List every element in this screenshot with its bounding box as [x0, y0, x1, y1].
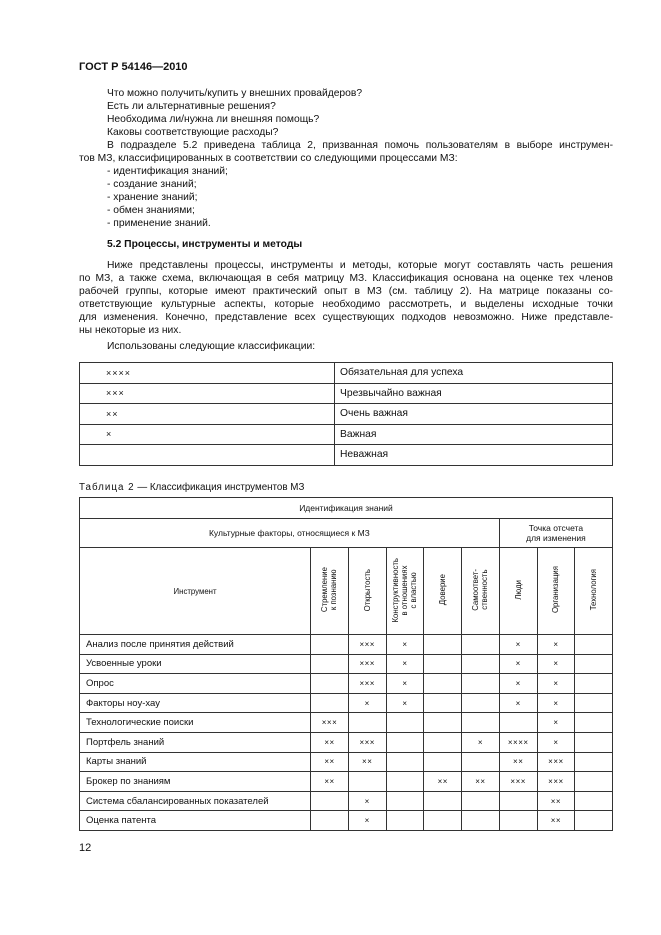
rating-cell: ×: [348, 693, 386, 713]
column-header-label: [363, 569, 372, 611]
rating-cell: [499, 811, 537, 831]
column-header: [424, 548, 462, 635]
group-header-change-point: [499, 519, 612, 548]
paragraph-line: ответствующие культурные аспекты, которые необходимо рассмотреть, и выделены исходные точки: [79, 299, 613, 310]
rating-cell: ×: [499, 674, 537, 694]
rating-cell: ××: [424, 772, 462, 792]
tool-name: Система сбалансированных показателей: [80, 791, 311, 811]
classification-label: Чрезвычайно важная: [335, 383, 613, 404]
list-item: - хранение знаний;: [107, 192, 198, 203]
tools-classification-table: [79, 497, 613, 831]
list-item: - идентификация знаний;: [107, 166, 228, 177]
table-header-row: [80, 498, 613, 519]
table-row: [80, 674, 613, 694]
column-header-label: [589, 569, 598, 610]
rating-cell: ×: [537, 674, 575, 694]
column-header-line: к познанию: [329, 569, 339, 611]
question-line: Есть ли альтернативные решения?: [107, 101, 276, 112]
question-line: Каковы соответствующие расходы?: [107, 127, 279, 138]
column-header-label: [320, 567, 338, 612]
group-header-line: Точка отсчета: [528, 523, 584, 533]
column-header: [311, 548, 349, 635]
rating-cell: [386, 752, 424, 772]
classification-symbol: ××: [80, 404, 335, 425]
rating-cell: ×: [537, 635, 575, 655]
classification-symbol: ×××: [80, 383, 335, 404]
rating-cell: ××: [499, 752, 537, 772]
rating-cell: ×××: [499, 772, 537, 792]
table-row: [80, 752, 613, 772]
tool-name: Опрос: [80, 674, 311, 694]
rating-cell: [424, 674, 462, 694]
classification-label: Неважная: [335, 445, 613, 466]
column-header: [462, 548, 500, 635]
table-row: [80, 404, 613, 425]
rating-cell: ×××: [537, 772, 575, 792]
tool-name: Анализ после принятия действий: [80, 635, 311, 655]
rating-cell: [311, 811, 349, 831]
rating-cell: [424, 811, 462, 831]
tool-name: Усвоенные уроки: [80, 654, 311, 674]
tool-name: Портфель знаний: [80, 732, 311, 752]
paragraph-line: тов МЗ, классифицированных в соответствии со следующими процессами МЗ:: [79, 153, 458, 164]
table-caption-prefix: Таблица 2: [79, 482, 135, 493]
rating-cell: [311, 693, 349, 713]
rating-cell: ×: [499, 654, 537, 674]
rating-cell: [575, 635, 613, 655]
rating-cell: [575, 713, 613, 733]
rating-cell: [462, 811, 500, 831]
paragraph-line: Ниже представлены процессы, инструменты и методы, которые могут составлять часть решения: [107, 260, 613, 271]
list-item: - применение знаний.: [107, 218, 211, 229]
table-row: [80, 383, 613, 404]
tool-name: Оценка патента: [80, 811, 311, 831]
rating-cell: [424, 654, 462, 674]
rating-cell: [575, 732, 613, 752]
rating-cell: ×: [386, 674, 424, 694]
rating-cell: [499, 713, 537, 733]
classification-label: Очень важная: [335, 404, 613, 425]
rating-cell: ××: [462, 772, 500, 792]
column-header-label: [514, 580, 523, 600]
rating-cell: [424, 732, 462, 752]
rating-cell: ×: [386, 654, 424, 674]
column-header: [499, 548, 537, 635]
rating-cell: ×××: [537, 752, 575, 772]
question-line: Необходима ли/нужна ли внешняя помощь?: [107, 114, 320, 125]
rating-cell: [424, 713, 462, 733]
table-row: [80, 635, 613, 655]
rating-cell: [462, 674, 500, 694]
rating-cell: [462, 654, 500, 674]
paragraph-classifications: Использованы следующие классификации:: [107, 341, 316, 352]
rating-cell: [462, 752, 500, 772]
rating-cell: ×: [462, 732, 500, 752]
column-header: [537, 548, 575, 635]
table-row: [80, 363, 613, 384]
column-header-line: Конструктивность: [391, 557, 401, 623]
tool-name: Технологические поиски: [80, 713, 311, 733]
paragraph-line: В подразделе 5.2 приведена таблица 2, призванная помочь пользователям в выборе инструмен-: [107, 140, 613, 151]
rating-cell: ×: [537, 732, 575, 752]
rating-cell: ××: [537, 811, 575, 831]
column-header: [348, 548, 386, 635]
group-header-line: для изменения: [526, 533, 586, 543]
column-header-instrument: Инструмент: [80, 548, 311, 635]
table-row: [80, 732, 613, 752]
rating-cell: [575, 791, 613, 811]
rating-cell: [575, 752, 613, 772]
section-title: 5.2 Процессы, инструменты и методы: [107, 239, 303, 250]
rating-cell: [348, 772, 386, 792]
rating-cell: ×: [537, 713, 575, 733]
paragraph-line: ны некоторые из них.: [79, 325, 182, 336]
column-header-line: Открытость: [362, 568, 372, 612]
rating-cell: ×: [499, 693, 537, 713]
question-line: Что можно получить/купить у внешних провайдеров?: [107, 88, 363, 99]
list-item: - создание знаний;: [107, 179, 197, 190]
column-header-line: Организация: [551, 566, 561, 614]
rating-cell: [424, 635, 462, 655]
table-row: [80, 811, 613, 831]
table-row: [80, 654, 613, 674]
column-header-label: [551, 566, 560, 613]
column-header-label: [391, 558, 418, 623]
rating-cell: ×: [386, 635, 424, 655]
rating-cell: ××: [348, 752, 386, 772]
rating-cell: ××: [311, 772, 349, 792]
column-header-line: Люди: [513, 580, 523, 600]
rating-cell: [462, 635, 500, 655]
paragraph-line: по МЗ, а также схема, включающая в себя матрицу МЗ. Классификация основана на оценке тех членов: [79, 273, 613, 284]
table-row: [80, 693, 613, 713]
column-header-line: Технология: [589, 569, 599, 611]
rating-cell: ××××: [499, 732, 537, 752]
rating-cell: [575, 654, 613, 674]
rating-cell: [386, 791, 424, 811]
rating-cell: ×: [537, 693, 575, 713]
group-header-cultural: Культурные факторы, относящиеся к МЗ: [80, 519, 500, 548]
column-header-line: Доверие: [438, 574, 448, 606]
column-header-label: [438, 574, 447, 605]
rating-cell: [311, 635, 349, 655]
rating-cell: [386, 811, 424, 831]
column-header: [575, 548, 613, 635]
document-header: ГОСТ Р 54146—2010: [79, 61, 188, 73]
classification-label: Обязательная для успеха: [335, 363, 613, 384]
classification-table: [79, 362, 613, 466]
rating-cell: [386, 713, 424, 733]
tool-name: Карты знаний: [80, 752, 311, 772]
table-caption-text: — Классификация инструментов МЗ: [134, 482, 305, 493]
page-number: 12: [79, 842, 92, 854]
list-item: - обмен знаниями;: [107, 205, 195, 216]
table-row: [80, 713, 613, 733]
table-row: [80, 791, 613, 811]
column-header-line: с властью: [409, 571, 419, 609]
rating-cell: [311, 654, 349, 674]
rating-cell: [575, 674, 613, 694]
rating-cell: ××: [311, 732, 349, 752]
table-row: [80, 445, 613, 466]
table-header-row: [80, 548, 613, 635]
rating-cell: ×××: [311, 713, 349, 733]
rating-cell: ×××: [348, 674, 386, 694]
rating-cell: [311, 791, 349, 811]
rating-cell: ×: [386, 693, 424, 713]
rating-cell: ×: [537, 654, 575, 674]
rating-cell: [575, 693, 613, 713]
rating-cell: ×××: [348, 732, 386, 752]
rating-cell: [462, 693, 500, 713]
table-caption: [79, 482, 304, 493]
rating-cell: ×××: [348, 654, 386, 674]
rating-cell: [462, 713, 500, 733]
rating-cell: [386, 732, 424, 752]
column-header-label: [471, 569, 489, 611]
column-header-line: Самоответ-: [471, 569, 481, 611]
rating-cell: [575, 772, 613, 792]
rating-cell: [575, 811, 613, 831]
table-row: [80, 424, 613, 445]
rating-cell: [348, 713, 386, 733]
rating-cell: [424, 693, 462, 713]
column-header-line: ственность: [480, 569, 490, 611]
rating-cell: ×: [348, 791, 386, 811]
classification-symbol: ××××: [80, 363, 335, 384]
classification-label: Важная: [335, 424, 613, 445]
rating-cell: [311, 674, 349, 694]
classification-symbol: ×: [80, 424, 335, 445]
column-header-line: в отношениях: [400, 564, 410, 616]
table-row: [80, 772, 613, 792]
rating-cell: [424, 791, 462, 811]
rating-cell: [462, 791, 500, 811]
column-header-line: Стремление: [320, 567, 330, 613]
rating-cell: ×: [499, 635, 537, 655]
table-top-header: Идентификация знаний: [80, 498, 613, 519]
rating-cell: [424, 752, 462, 772]
rating-cell: ××: [537, 791, 575, 811]
rating-cell: ×××: [348, 635, 386, 655]
rating-cell: ×: [348, 811, 386, 831]
classification-symbol: [80, 445, 335, 466]
rating-cell: ××: [311, 752, 349, 772]
rating-cell: [386, 772, 424, 792]
column-header: [386, 548, 424, 635]
paragraph-line: для изменения. Конечно, представление всех существующих подходов невозможно. Ниже представле-: [79, 312, 613, 323]
tool-name: Факторы ноу-хау: [80, 693, 311, 713]
tool-name: Брокер по знаниям: [80, 772, 311, 792]
table-header-row: [80, 519, 613, 548]
rating-cell: [499, 791, 537, 811]
paragraph-line: рабочей группы, которые имеют практический опыт в МЗ (см. таблицу 2). На матрице показаны со-: [79, 286, 613, 297]
